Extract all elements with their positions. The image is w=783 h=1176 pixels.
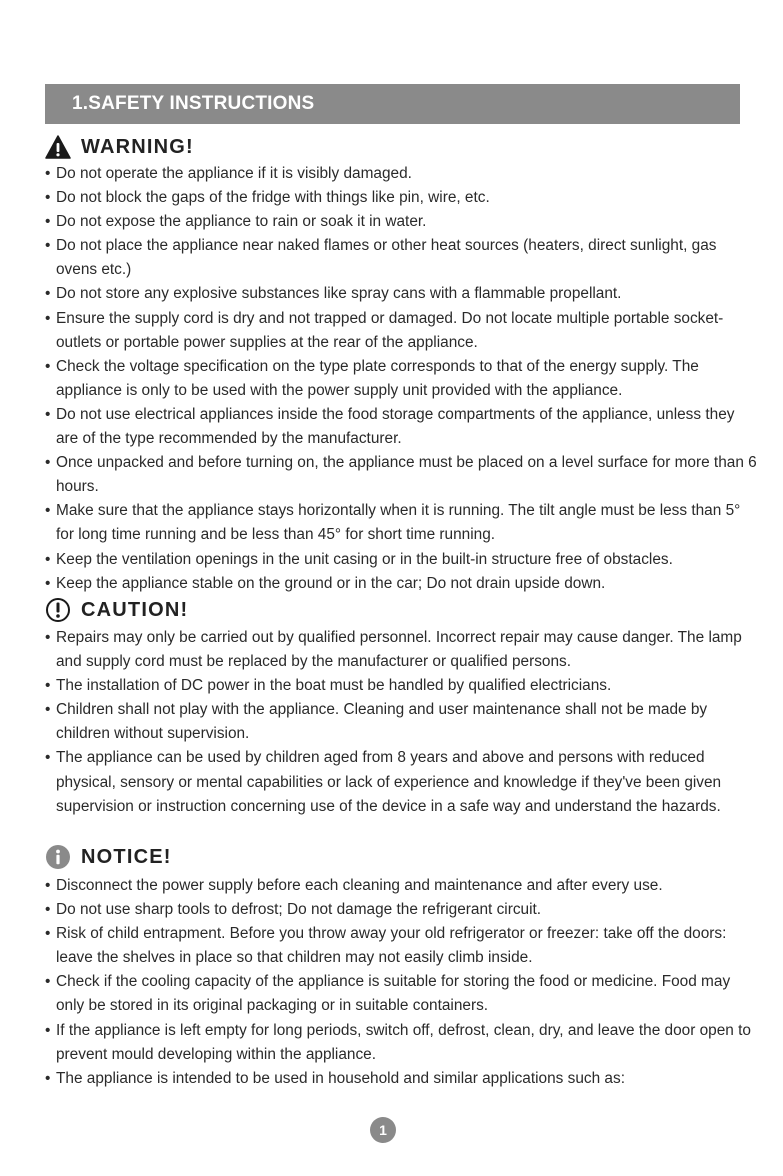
list-item: • Check if the cooling capacity of the appliance is suitable for storing the food or medicine. Food may only be stored in its original packaging or in suitable containers. bbox=[45, 970, 760, 1018]
list-item: • Disconnect the power supply before each cleaning and maintenance and after every use. bbox=[45, 874, 760, 898]
list-item: • Do not expose the appliance to rain or soak it in water. bbox=[45, 210, 760, 234]
list-item: • Keep the appliance stable on the ground or in the car; Do not drain upside down. bbox=[45, 572, 760, 596]
list-item: • Once unpacked and before turning on, the appliance must be placed on a level surface for more than 6 hours. bbox=[45, 451, 760, 499]
list-item: • Keep the ventilation openings in the unit casing or in the built-in structure free of obstacles. bbox=[45, 548, 760, 572]
warning-heading bbox=[45, 133, 194, 161]
notice-list bbox=[45, 874, 760, 1091]
caution-title: CAUTION! bbox=[81, 598, 189, 621]
warning-list bbox=[45, 162, 760, 596]
list-item: • Check the voltage specification on the type plate corresponds to that of the energy supply. The appliance is only to be used with the power supply unit provided with the appliance. bbox=[45, 355, 760, 403]
list-item: • If the appliance is left empty for long periods, switch off, defrost, clean, dry, and leave the door open to prevent mould developing within the appliance. bbox=[45, 1019, 760, 1067]
list-item: • Ensure the supply cord is dry and not trapped or damaged. Do not locate multiple portable socket-outlets or portable power supplies at the rear of the appliance. bbox=[45, 307, 760, 355]
caution-exclamation-icon bbox=[45, 597, 71, 623]
notice-title: NOTICE! bbox=[81, 845, 172, 868]
list-item: • The appliance can be used by children aged from 8 years and above and persons with reduced physical, sensory or mental capabilities or lack of experience and knowledge if they've been given supervision or instruction concerning use of the device in a safe way and understand the hazards. bbox=[45, 746, 760, 818]
list-item: • Children shall not play with the appliance. Cleaning and user maintenance shall not be made by children without supervision. bbox=[45, 698, 760, 746]
list-item: • Repairs may only be carried out by qualified personnel. Incorrect repair may cause danger. The lamp and supply cord must be replaced by the manufacturer or qualified persons. bbox=[45, 626, 760, 674]
list-item: • Do not use sharp tools to defrost; Do not damage the refrigerant circuit. bbox=[45, 898, 760, 922]
notice-heading bbox=[45, 843, 172, 871]
list-item: • The installation of DC power in the boat must be handled by qualified electricians. bbox=[45, 674, 760, 698]
section-title-bar: 1.SAFETY INSTRUCTIONS bbox=[45, 84, 740, 124]
list-item: • Do not use electrical appliances inside the food storage compartments of the appliance, unless they are of the type recommended by the manufacturer. bbox=[45, 403, 760, 451]
page-number: 1 bbox=[370, 1117, 396, 1143]
list-item: • Do not store any explosive substances like spray cans with a flammable propellant. bbox=[45, 282, 760, 306]
list-item: • Risk of child entrapment. Before you throw away your old refrigerator or freezer: take off the doors: leave the shelves in place so that children may not easily climb inside. bbox=[45, 922, 760, 970]
warning-title: WARNING! bbox=[81, 135, 194, 158]
list-item: • Do not operate the appliance if it is visibly damaged. bbox=[45, 162, 760, 186]
list-item: • Make sure that the appliance stays horizontally when it is running. The tilt angle must be less than 5° for long time running and be less than 45° for short time running. bbox=[45, 499, 760, 547]
list-item: • Do not block the gaps of the fridge with things like pin, wire, etc. bbox=[45, 186, 760, 210]
info-icon bbox=[45, 844, 71, 870]
caution-list bbox=[45, 626, 760, 819]
warning-triangle-icon bbox=[45, 134, 71, 160]
list-item: • Do not place the appliance near naked flames or other heat sources (heaters, direct sunlight, gas ovens etc.) bbox=[45, 234, 760, 282]
caution-heading bbox=[45, 596, 188, 624]
list-item: • The appliance is intended to be used in household and similar applications such as: bbox=[45, 1067, 760, 1091]
